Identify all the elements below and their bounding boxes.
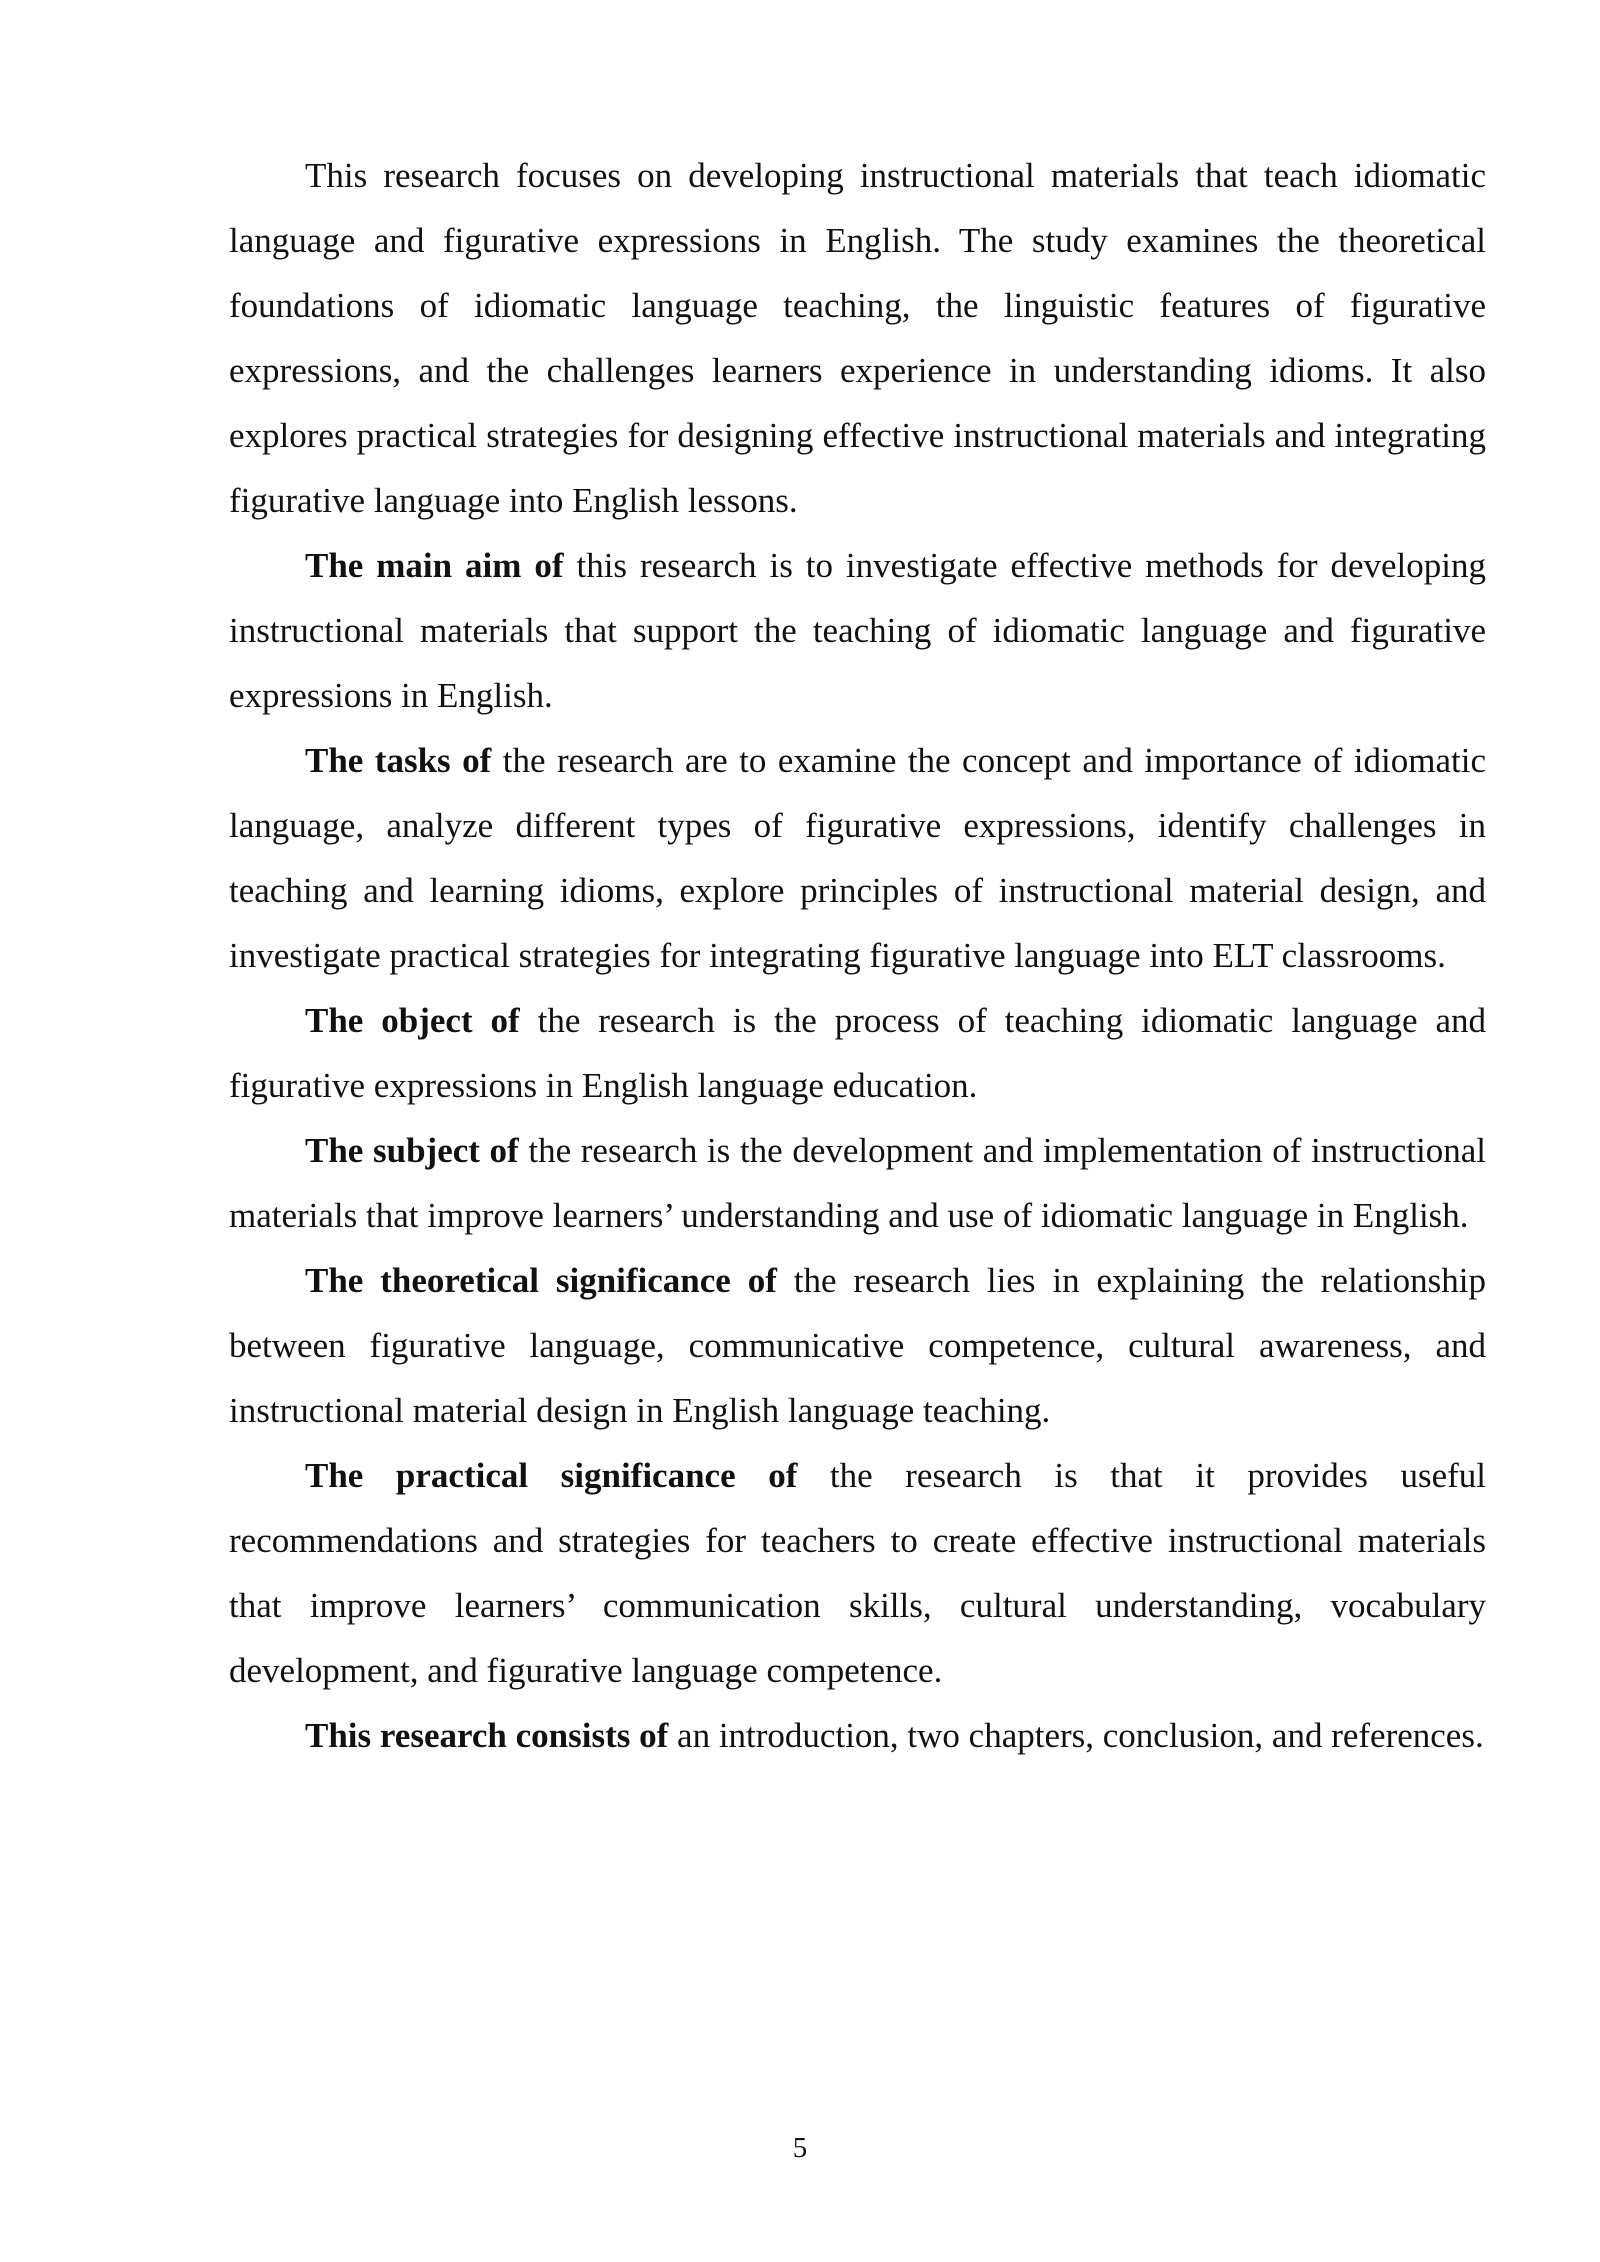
page-number: 5 <box>792 2132 808 2164</box>
paragraph-subject <box>229 1118 1486 1248</box>
paragraph-text: This research focuses on developing instructional materials that teach idiomatic language and figurative expressions in English. The study examines the theoretical foundations of idiomatic language teaching, the linguistic features of figurative expressions, and the challenges learners experience in understanding idioms. It also explores practical strategies for designing effective instructional materials and integrating figurative language into English lessons. <box>229 156 1486 520</box>
paragraph-lead: The object of <box>305 1001 520 1040</box>
paragraph-lead: The practical significance of <box>305 1456 798 1495</box>
paragraph-text: the research lies in explaining the relationship between figurative language, communicative competence, cultural awareness, and instructional material design in English language teaching. <box>229 1261 1487 1430</box>
paragraph-structure <box>229 1703 1486 1768</box>
paragraph-lead: The theoretical significance of <box>305 1261 777 1300</box>
paragraph-lead: The subject of <box>305 1131 519 1170</box>
paragraph-object <box>229 988 1486 1118</box>
paragraph-text: the research is the development and implementation of instructional materials that improve learners’ understanding and use of idiomatic language in English. <box>229 1131 1486 1235</box>
paragraph-text: the research is the process of teaching idiomatic language and figurative expressions in English language education. <box>229 1001 1486 1105</box>
paragraph-practical-significance <box>229 1443 1486 1703</box>
paragraph-text: an introduction, two chapters, conclusion, and references. <box>668 1716 1484 1755</box>
body-text <box>229 143 1486 1768</box>
paragraph-lead: The main aim of <box>305 546 564 585</box>
paragraph-tasks <box>229 728 1486 988</box>
paragraph-lead: The tasks of <box>305 741 492 780</box>
paragraph-theoretical-significance <box>229 1248 1486 1443</box>
paragraph-lead: This research consists of <box>305 1716 669 1755</box>
paragraph-main-aim <box>229 533 1486 728</box>
paragraph-text: the research is that it provides useful recommendations and strategies for teachers to create effective instructional materials that improve learners’ communication skills, cultural understanding, vocabulary development, and figurative language competence. <box>229 1456 1486 1690</box>
paragraph-text: this research is to investigate effective methods for developing instructional materials that support the teaching of idiomatic language and figurative expressions in English. <box>229 546 1486 715</box>
paragraph-text: the research are to examine the concept and importance of idiomatic language, analyze different types of figurative expressions, identify challenges in teaching and learning idioms, explore principles of instructional material design, and investigate practical strategies for integrating figurative language into ELT classrooms. <box>229 741 1486 975</box>
paragraph-intro <box>229 143 1486 533</box>
